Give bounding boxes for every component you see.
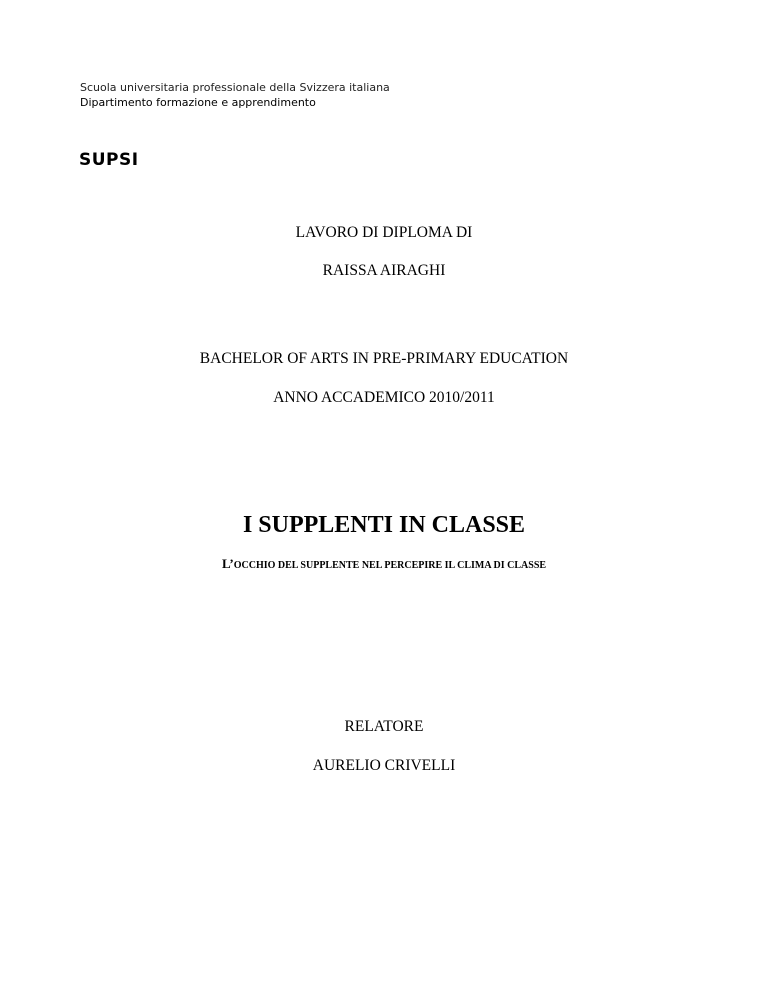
subtitle-initial: L’ [221,556,234,571]
document-subtitle [0,556,768,572]
academic-year: ANNO ACCADEMICO 2010/2011 [273,389,495,406]
department-name: Dipartimento formazione e apprendimento [80,96,316,109]
advisor-name: AURELIO CRIVELLI [312,757,456,774]
thesis-label: LAVORO DI DIPLOMA DI [295,224,473,241]
advisor-label: RELATORE [344,718,424,735]
supsi-logo: SUPSI [79,150,139,170]
degree-name: BACHELOR OF ARTS IN PRE-PRIMARY EDUCATION [199,350,569,367]
institution-name: Scuola universitaria professionale della Svizzera italiana [80,81,390,94]
document-title: I SUPPLENTI IN CLASSE [242,512,526,538]
subtitle-rest: OCCHIO DEL SUPPLENTE NEL PERCEPIRE IL CLIMA DI CLASSE [233,560,547,571]
author-name: RAISSA AIRAGHI [322,262,446,279]
institution-header [80,80,390,110]
